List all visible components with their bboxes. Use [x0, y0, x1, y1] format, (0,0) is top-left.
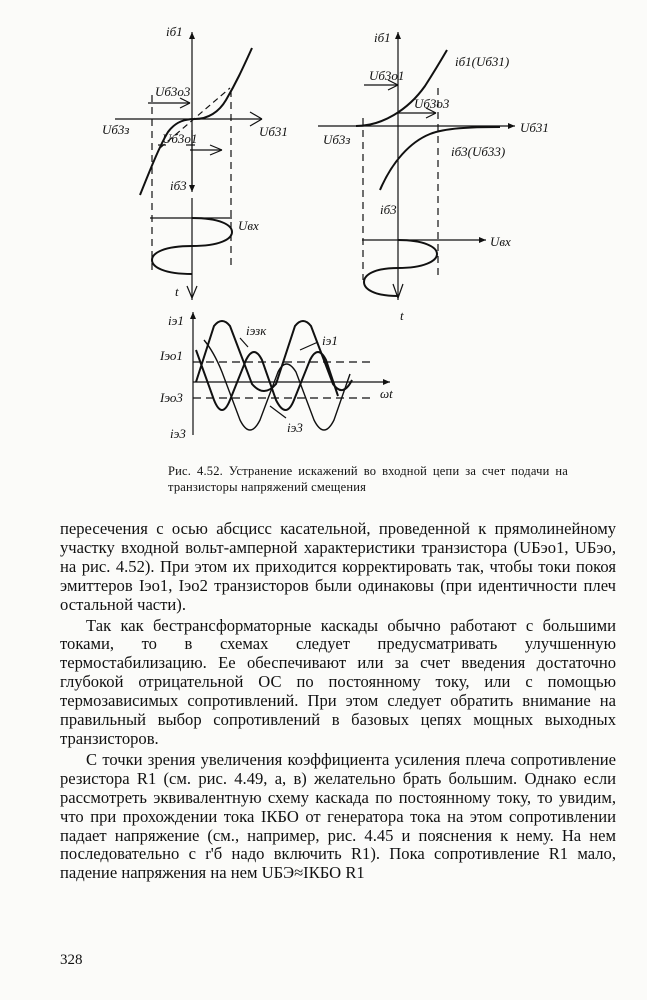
right-bias1-label: Uб3о1 [369, 68, 405, 83]
right-curve3-label: iб3(Uб33) [451, 144, 506, 159]
figure-caption: Рис. 4.52. Устранение искажений во входной цепи за счет подачи на транзисторы напряжений смещения [168, 464, 568, 494]
bottom-ie1-label: iэ1 [322, 333, 338, 348]
left-y-top-label: iб1 [166, 24, 183, 39]
emitter-current-diagram [193, 312, 390, 435]
right-bias3-label: Uб3о3 [414, 96, 450, 111]
right-curve1-label: iб1(Uб31) [455, 54, 510, 69]
left-bias3-label: Uб3о3 [155, 84, 191, 99]
right-x-left-label: Uб3з [323, 132, 351, 147]
paragraph: Так как бестрансформаторные каскады обычно работают с большими токами, то в схемах следует предусматривать улучшенную термостабилизацию. Ее обеспечивают или за счет введения достаточно глубокой отрицательной ОС по постоянному току, или с помощью термозависимых сопротивлений. При этом следует обратить внимание на правильный выбор сопротивлений в базовых цепях мощных выходных транзисторов. [60, 615, 616, 748]
bottom-ieo1-label: Iэо1 [160, 348, 183, 363]
bottom-y-bottom-label: iэ3 [170, 426, 186, 441]
right-y-bottom-label: iб3 [380, 202, 397, 217]
left-x-right-label: Uб31 [259, 124, 288, 139]
left-bias1-label: Uб3о1 [162, 131, 198, 146]
bottom-x-label: ωt [380, 386, 393, 401]
page-number: 328 [60, 952, 83, 968]
left-time-label: t [175, 284, 179, 299]
left-input-label: Uвх [238, 218, 259, 233]
right-y-top-label: iб1 [374, 30, 391, 45]
left-x-left-label: Uб3з [102, 122, 130, 137]
bottom-ie3-label: iэ3 [287, 420, 303, 435]
body-text [60, 520, 616, 883]
right-x-right-label: Uб31 [520, 120, 549, 135]
right-time-label: t [400, 308, 404, 323]
bottom-iek-label: iэзк [246, 323, 267, 338]
left-y-bottom-label: iб3 [170, 178, 187, 193]
paragraph: С точки зрения увеличения коэффициента усиления плеча сопротивление резистора R1 (см. рис. 4.49, а, в) желательно брать большим. Однако если рассмотреть эквивалентную схему каскада по постоянному току, то увидим, что при прохождении тока IКБО от генератора тока на этом сопротивлении падает напряжение (см., например, рис. 4.45 и пояснения к нему. На нем последовательно с r'б надо включить R1). Пока сопротивление R1 мало, падение напряжения на нем UБЭ≈IКБО R1 [60, 749, 616, 883]
paragraph: пересечения с осью абсцисс касательной, проведенной к прямолинейному участку входной вольт-амперной характеристики транзистора (UБэо1, UБэо, на рис. 4.52). При этом их приходится корректировать так, чтобы токи покоя эмиттеров Iэо1, Iэо2 транзисторов были одинаковы (при идентичности плеч остальной части). [60, 519, 616, 614]
right-input-characteristic [318, 32, 515, 300]
bottom-ieo3-label: Iэо3 [160, 390, 183, 405]
bottom-y-label: iэ1 [168, 313, 184, 328]
figure-4-52 [0, 0, 647, 460]
right-input-label: Uвх [490, 234, 511, 249]
left-input-characteristic [115, 32, 262, 300]
